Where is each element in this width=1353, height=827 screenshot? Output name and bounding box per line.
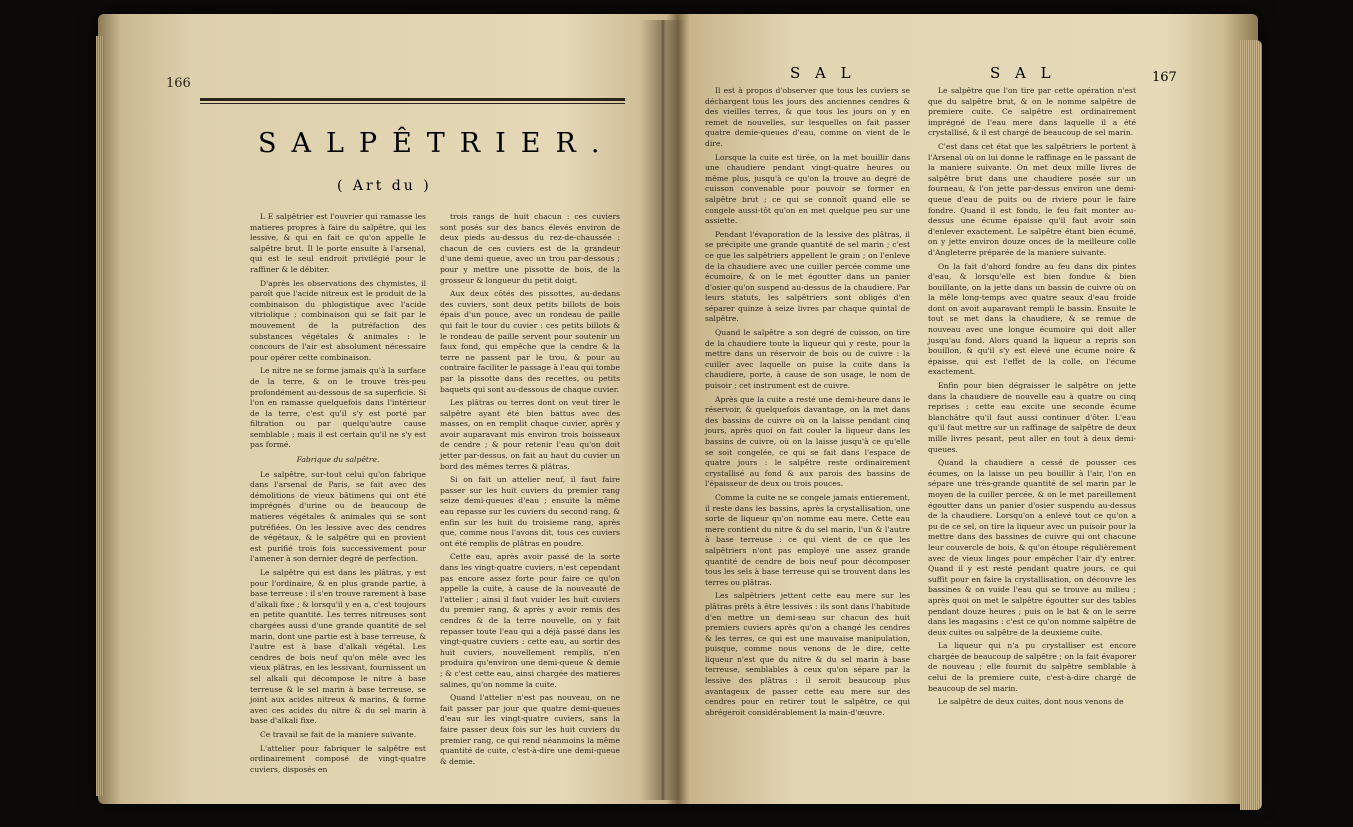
paragraph: Il est à propos d'observer que tous les cuviers se déchargent tous les jours des anciennes cendres & des vieilles terres, & que tous les jours on y en remet de nouvelles, sur lesquelles on fait passer quatre demie-queues d'eau, comme on vient de le dire. [705,86,910,148]
right-column-2 [928,86,1136,711]
paragraph: On la fait d'abord fondre au feu dans dix pintes d'eau, & lorsqu'elle est bien fondue & bien bouillante, on la jette dans un bassin de cuivre où on la mêle long-temps avec quatre seaux d'eau froide dont on avoit auparavant rempli le bassin. Ensuite le tout se met dans la chaudiere, & se remue de nouveau avec une longue écumoire qui doit aller jusqu'au fond. Alors quand la liqueur a repris son bouillon, & qu'il s'y est élevé une écume noire & épaisse, qui est l'effet de la colle, on l'écume exactement. [928,261,1136,377]
book-spine [640,20,686,800]
paragraph: Quand la chaudiere a cessé de pousser ces écumes, on la laisse un peu bouillir à l'air, l'on en sépare une très-grande quantité de sel marin par le moyen de la cuiller percée, & on le met pareillement égoutter dans un panier d'osier suspendu au-dessus de la chaudiere. Lorsqu'on a enlevé tout ce qu'on a pu de ce sel, on tire la liqueur avec un puisoir pour la mettre dans des bassines de cuivre qui ont chacune leur couvercle de bois, & qu'on étoupe régulièrement avec de vieux linges pour empêcher l'air d'y entrer. Quand il y est resté pendant quatre jours, ce qui suffit pour en faire la crystallisation, on découvre les bassines & on vuide l'eau qui se trouve au milieu ; après quoi on met le salpêtre égoutter sur des tables pendant douze heures ; puis on le bat & on le serre dans les magasins : c'est ce qu'on nomme salpêtre de deux cuites ou salpêtre de la deuxieme cuite. [928,458,1136,637]
paragraph: L E salpêtrier est l'ouvrier qui ramasse les matieres propres à faire du salpêtre, qui les lessive, & qui en fait ce qu'on appelle le salpêtre brut. Il le porte ensuite à l'arsenal, qui est le seul endroit privilégié pour le raffiner & le débiter. [250,212,426,274]
paragraph: Le salpêtre de deux cuites, dont nous venons de [938,697,1124,707]
paragraph: Quand le salpêtre a son degré de cuisson, on tire de la chaudiere toute la liqueur qui y reste, pour la mettre dans un réservoir de bois ou de cuivre : la cuiller avec laquelle on puise la cuite dans la chaudiere, porte, à cause de son usage, le nom de puisoir ; cet instrument est de cuivre. [705,328,910,391]
running-head-right: S A L [990,64,1056,82]
paragraph: L'attelier pour fabriquer le salpêtre est ordinairement composé de vingt-quatre cuviers, disposés en [250,743,426,774]
paragraph: Lorsque la cuite est tirée, on la met bouillir dans une chaudiere pendant vingt-quatre heures ou même plus, jusqu'à ce qu'on la trouve au degré de cuisson convenable pour pouvoir se former en salpêtre brut ; ce qui se connoît quand elle se congele aussi-tôt qu'on en met quelque peu sur une assiette. [705,152,910,226]
page-number-right: 167 [1152,70,1177,85]
paragraph: Après que la cuite a resté une demi-heure dans le réservoir, & quelquefois davantage, on la met dans des bassins de cuivre où on la laisse pendant cinq jours, après quoi on fait couler la liqueur dans les bassins de cuivre, où on la laisse jusqu'à ce qu'elle se soit congelée, ce qui se fait dans l'espace de quatre jours : le salpêtre reste ordinairement crystallisé au fond & aux parois des bassins de l'épaisseur de deux ou trois pouces. [705,394,910,489]
paragraph: Le salpêtre qui est dans les plâtras, y est pour l'ordinaire, & en plus grande partie, à base terreuse : il s'en trouve rarement à base d'alkali fixe ; & lorsqu'il y en a, c'est toujours en petite quantité. Les terres nitreuses sont chargées aussi d'une grande quantité de sel marin, dont une partie est à base terreuse, & l'autre est à base d'alkali végétal. Les cendres de bois neuf qu'on mêle avec les vieux plâtras, en les lessivant, fournissent un sel alkali qui décompose le nitre à base terreuse & le sel marin à base terreuse, se joint aux acides nitreux & marins, & forme avec ces acides du nitre & du sel marin à base d'alkali fixe. [250,568,426,726]
page-edges-left [96,36,104,796]
section-heading: Fabrique du salpêtre. [296,455,380,465]
right-column-1 [705,86,910,721]
paragraph: Aux deux côtés des pissottes, au-dedans des cuviers, sont deux petits billots de bois épais d'un pouce, avec un rondeau de paille qui fait le tour du cuvier : ces petits billots & le rondeau de paille servent pour soutenir un faux fond, qui empêche que la cendre & la terre ne passent par le trou, & pour au contraire faciliter le passage à l'eau qui tombe par la pissotte dans des recettes, ou petits baquets qui sont au-dessous de chaque cuvier. [440,289,620,394]
paragraph: D'après les observations des chymistes, il paroît que l'acide nitreux est le produit de la combinaison du phlogistique avec l'acide vitriolique ; combinaison qui se fait par le mouvement de la putréfaction des substances végétales & animales : le concours de l'air est absolument nécessaire pour opérer cette combinaison. [250,278,426,362]
left-column-1 [250,212,426,778]
paragraph: Le salpêtre, sur-tout celui qu'on fabrique dans l'arsenal de Paris, se fait avec des démolitions de vieux bâtimens qui ont été imprégnés d'urine ou de beaucoup de matieres végétales & animales qui se sont putréfiées. On les lessive avec des cendres de végétaux, & le salpêtre qui en provient est purifié trois fois successivement pour l'amener à son dernier degré de perfection. [250,469,426,564]
paragraph: Comme la cuite ne se congele jamais entierement, il reste dans les bassins, après la crystallisation, une sorte de liqueur qu'on nomme eau mere. Cette eau mere contient du nitre & du sel marin, l'un & l'autre à base terreuse : ce qui vient de ce que les salpêtriers n'ont pas employé une assez grande quantité de cendre de bois neuf pour décomposer tous les sels à base terreuse qui se trouvent dans les terres ou plâtras. [705,492,910,587]
paragraph: Ce travail se fait de la maniere suivante. [260,729,417,739]
paragraph: trois rangs de huit chacun : ces cuviers sont posés sur des bancs élevés environ de deux pieds au-dessus du rez-de-chaussée : chacun de ces cuviers est de la grandeur d'une demi queue, avec un trou par-dessous ; pour y mettre une pissotte de bois, de la grosseur & longueur du petit doigt. [440,212,620,285]
article-subtitle: ( Art du ) [337,178,432,194]
paragraph: Enfin pour bien dégraisser le salpêtre on jette dans la chaudiere de nouvelle eau à quatre ou cinq reprises ; cette eau excite une seconde écume blanchâtre qu'il faut aussi continuer d'ôter. L'eau qu'il faut mettre sur un raffinage de salpêtre de deux mille livres pesant, peut aller en tout à deux demi-queues. [928,381,1136,454]
paragraph: La liqueur qui n'a pu crystalliser est encore chargée de beaucoup de salpêtre ; on la fait évaporer de nouveau ; elle fournit du salpêtre semblable à celui de la premiere cuite, c'est-à-dire chargé de beaucoup de sel marin. [928,641,1136,693]
paragraph: C'est dans cet état que les salpêtriers le portent à l'Arsenal où on lui donne le raffinage en le passant de la maniere suivante. On met deux mille livres de salpêtre brut dans une chaudiere posée sur un fourneau, & l'on jette par-dessus environ une demi-queue d'eau de puits ou de riviere pour le faire fondre. Quand il est fondu, le feu fait monter au-dessus une écume épaisse qu'il faut avoir soin d'enlever exactement. Le salpêtre étant bien écumé, on y jette environ douze onces de la meilleure colle d'Angleterre préparée de la maniere suivante. [928,141,1136,257]
paragraph: Le salpêtre que l'on tire par cette opération n'est que du salpêtre brut, & on le nomme salpêtre de premiere cuite. Ce salpêtre est ordinairement imprégné de l'eau mere dans laquelle il a été crystallisé, & il est chargé de beaucoup de sel marin. [928,86,1136,138]
article-title: SALPÊTRIER. [258,128,615,159]
paragraph: Pendant l'évaporation de la lessive des plâtras, il se précipite une grande quantité de sel marin ; c'est ce que les salpêtriers appellent le grain ; on l'enleve de la chaudiere avec une cuiller percée comme une écumoire, & on le met égoutter dans un panier d'osier qu'on suspend au-dessus de la chaudiere. Par leurs statuts, les salpêtriers sont obligés d'en séparer quinze à seize livres par chaque quintal de salpêtre. [705,229,910,324]
title-rule-thick [200,98,625,101]
title-rule-thin [200,103,625,104]
page-edges-right [1240,40,1262,810]
paragraph: Quand l'attelier n'est pas nouveau, on ne fait passer par jour que quatre demi-queues d'eau sur les vingt-quatre cuviers, sans la faire passer deux fois sur les huit cuviers du premier rang, ce qui rend néanmoins la même quantité de cuite, c'est-à-dire une demi-queue & demie. [440,693,620,766]
paragraph: Cette eau, après avoir passé de la sorte dans les vingt-quatre cuviers, n'est cependant pas encore assez forte pour faire ce qu'on appelle la cuite, à cause de la nouveauté de l'attelier ; ainsi il faut vuider les huit cuviers du premier rang, & après y avoir remis des cendres & de la terre nouvelle, on y fait repasser toute l'eau qui a déjà passé dans les vingt-quatre cuviers : cette eau, au sortir des huit cuviers, nouvellement remplis, n'en produira qu'environ une demi-queue & demie ; & c'est cette eau, ainsi chargée des matieres salines, qu'on nomme la cuite. [440,552,620,689]
page-number-left: 166 [166,76,191,91]
paragraph: Les salpêtriers jettent cette eau mere sur les plâtras prêts à être lessivés : ils sont dans l'habitude d'en mettre un demi-seau sur chacun des huit premiers cuviers après qu'on a changé les cendres & les terres, ce qui est une mauvaise manipulation, puisque, comme nous venons de le dire, cette liqueur n'est que du nitre & du sel marin à base terreuse, semblables à ceux qu'on sépare par la lessive des plâtras : il seroit beaucoup plus avantageux de passer cette eau mere sur des cendres pour en retirer tout le salpêtre, ce qui abrégeroit considérablement la main-d'œuvre. [705,591,910,717]
paragraph: Les plâtras ou terres dont on veut tirer le salpêtre ayant été bien battus avec des masses, on en remplit chaque cuvier, après y avoir auparavant mis environ trois boisseaux de cendre ; & pour retenir l'eau qu'on doit jetter par-dessus, on fait au haut du cuvier un bord des mêmes terres & plâtras. [440,398,620,471]
paragraph: Si on fait un attelier neuf, il faut faire passer sur les huit cuviers du premier rang seize demi-queues d'eau ; ensuite la même eau repasse sur les cuviers du second rang, & enfin sur les huit du troisieme rang, après que, comme nous l'avons dit, tous ces cuviers ont été remplis de plâtras en poudre. [440,475,620,548]
running-head-left: S A L [790,64,856,82]
left-column-2 [440,212,620,770]
paragraph: Le nitre ne se forme jamais qu'à la surface de la terre, & on le trouve très-peu profondément au-dessous de sa superficie. Si l'on en ramasse quelquefois dans l'intérieur de la terre, c'est qu'il s'y est porté par filtration ou par quelqu'autre cause semblable ; mais il est certain qu'il ne s'y est pas formé. [250,366,426,450]
